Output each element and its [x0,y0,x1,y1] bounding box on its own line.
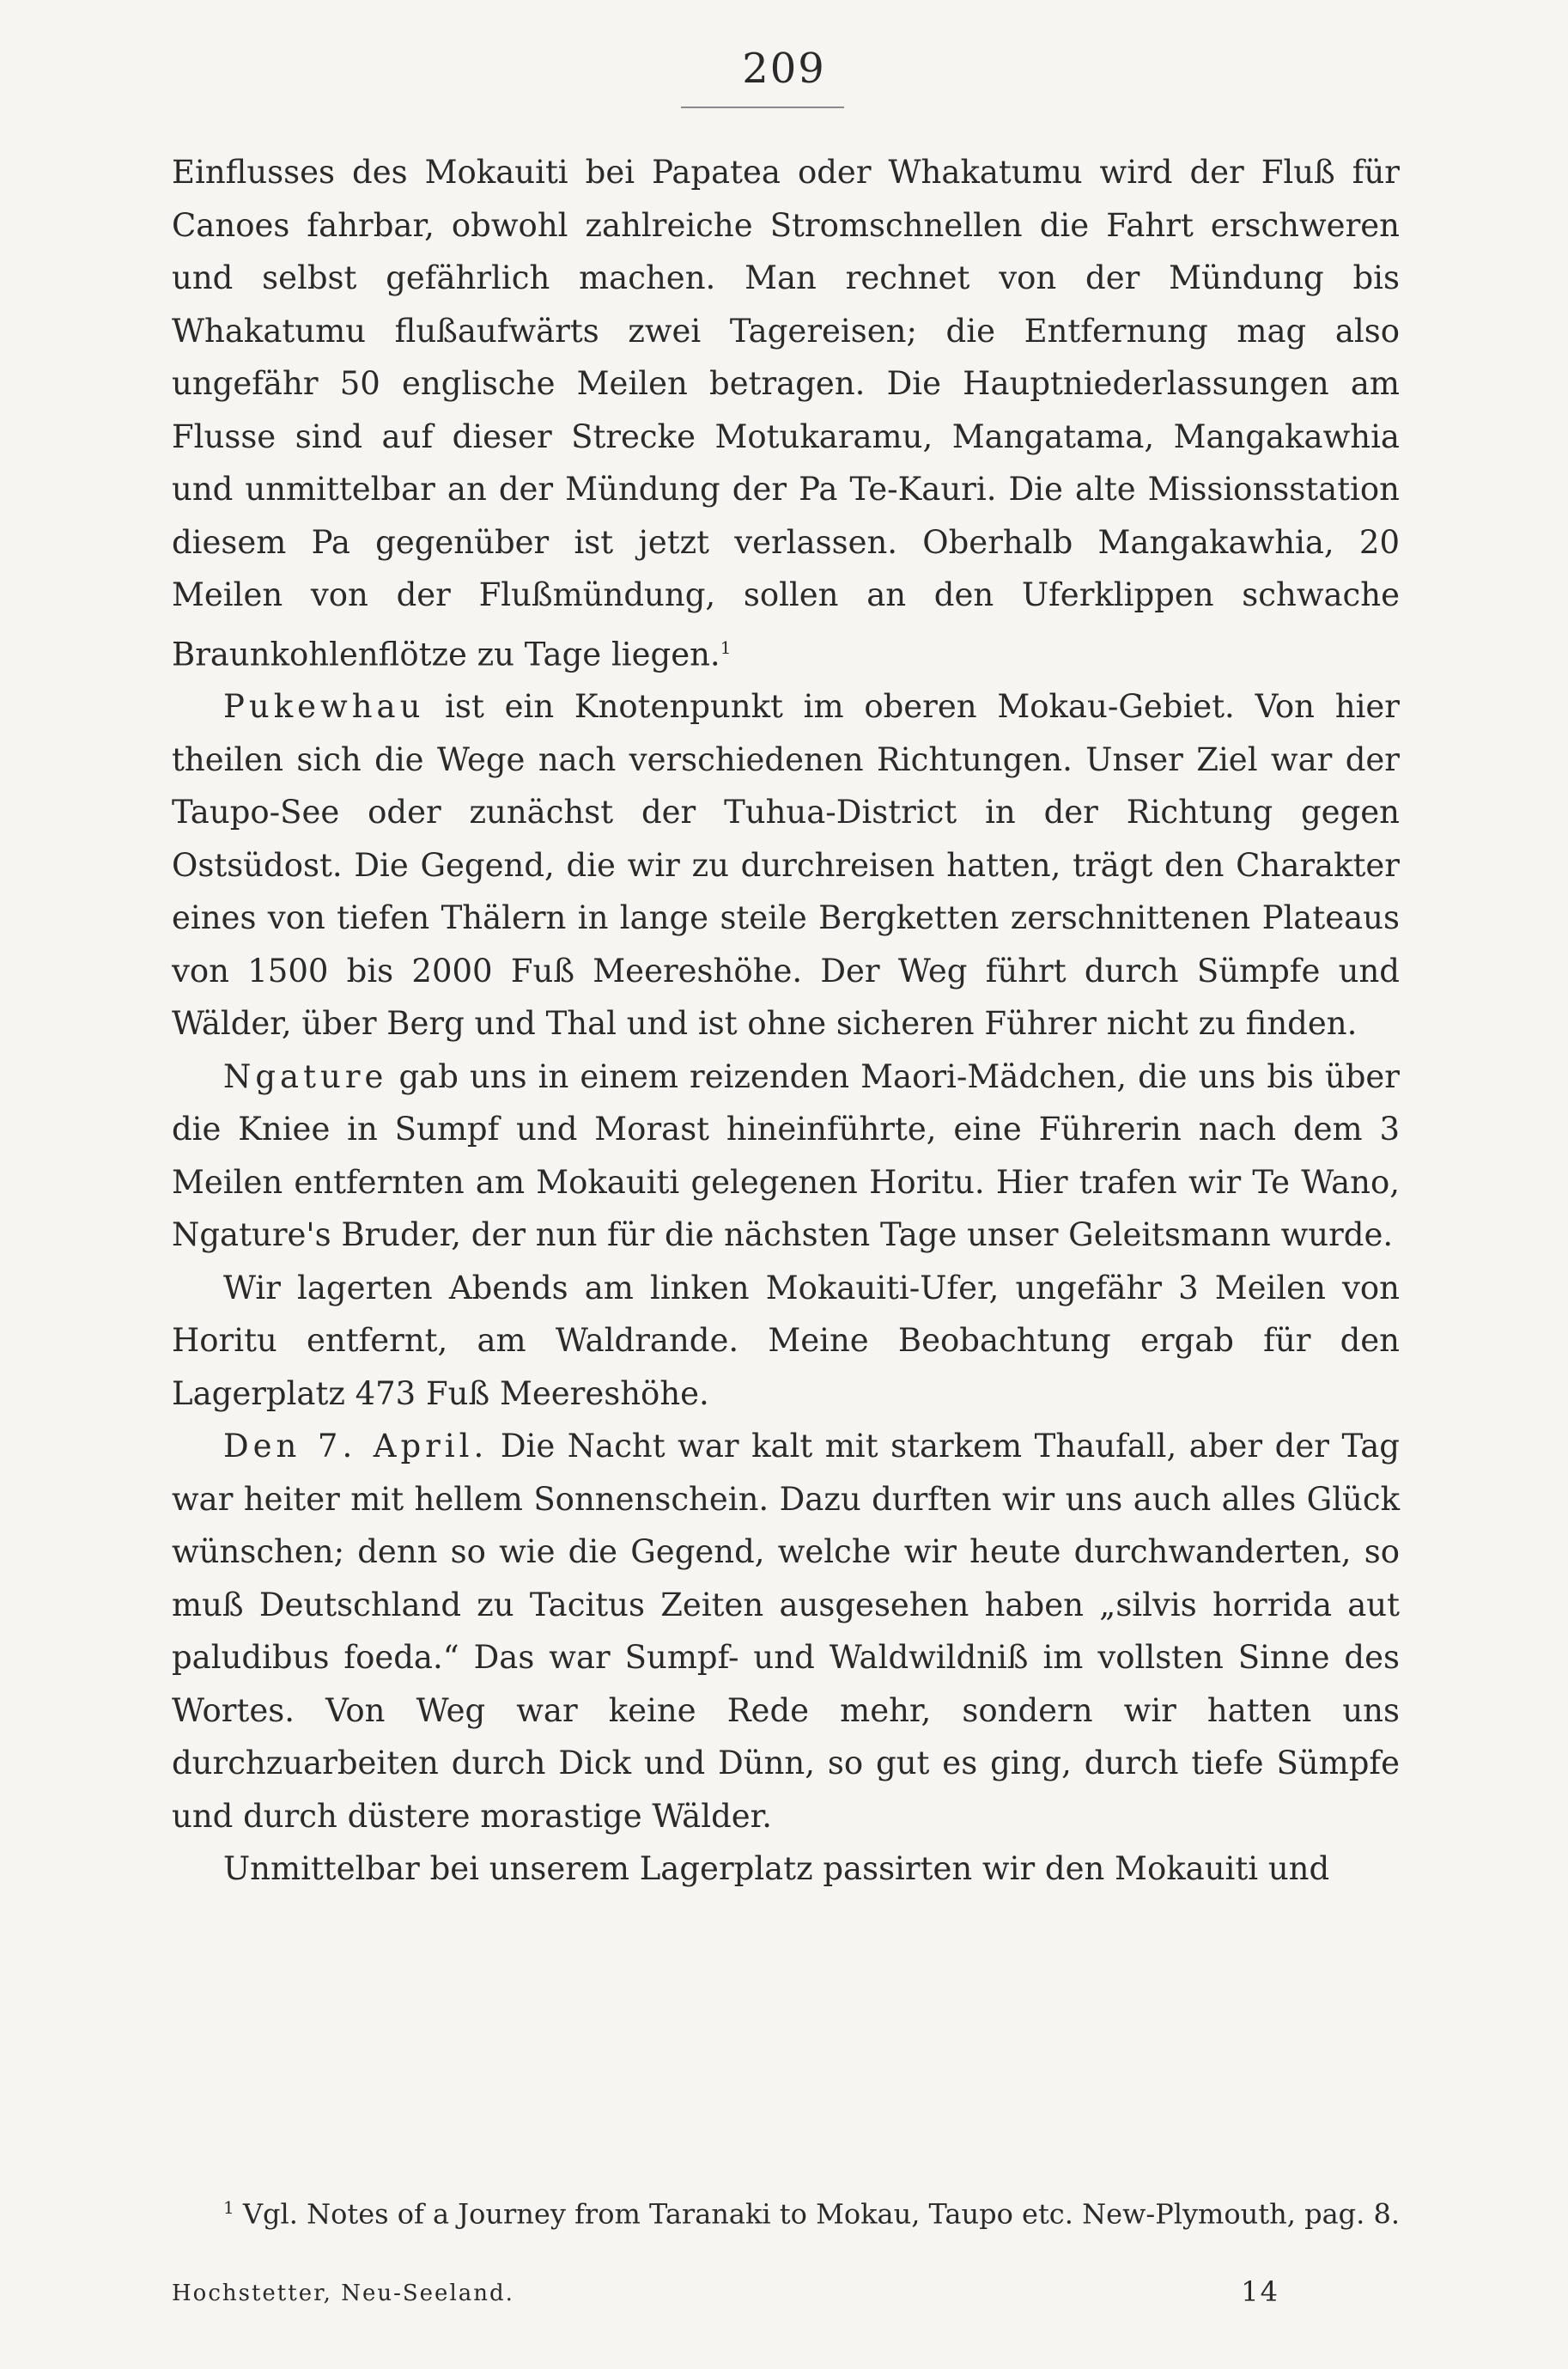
page-number: 209 [742,45,826,93]
paragraph-4-text: Wir lagerten Abends am linken Mokauiti-Ufer, ungefähr 3 Meilen von Horitu entfernt, am Waldrande. Meine Beobachtung ergab für den Lagerplatz 473 Fuß Meereshöhe. [172,1269,1400,1412]
paragraph-6-text: Unmittelbar bei unserem Lagerplatz passirten wir den Mokauiti und [223,1850,1330,1888]
header-rule [681,107,844,108]
signature-line [172,2275,1400,2308]
spaced-name: Pukewhau [223,688,425,726]
footnote [172,2186,1400,2236]
paragraph-2 [172,680,1400,1051]
signature-number: 14 [1241,2275,1279,2308]
paragraph-3-text: Ngature gab uns in einem reizenden Maori-Mädchen, die uns bis über die Kniee in Sumpf und Morast hineinführte, eine Führerin nach dem 3 Meilen entfernten am Mokauiti gelegenen Horitu. Hier trafen wir Te Wano, Ngature's Bruder, der nun für die nächsten Tage unser Geleitsmann wurde. [172,1057,1400,1254]
paragraph-5-text: Die Nacht war kalt mit starkem Thaufall, aber der Tag war heiter mit hellem Sonnenschein. Dazu durften wir uns auch alles Glück wünschen; denn so wie die Gegend, welche wir heute durchwanderten, so muß Deutschland zu Tacitus Zeiten ausgesehen haben „silvis horrida aut paludibus foeda.“ Das war Sumpf- und Waldwildniß im vollsten Sinne des Wortes. Von Weg war keine Rede mehr, sondern wir hatten uns durchzuarbeiten durch Dick und Dünn, so gut es ging, durch tiefe Sümpfe und durch düstere morastige Wälder. [172,1428,1400,1835]
paragraph-6 [172,1842,1400,1896]
paragraph-1: Einflusses des Mokauiti bei Papatea oder Whakatumu wird der Fluß für Canoes fahrbar, obwohl zahlreiche Stromschnellen die Fahrt erschweren und selbst gefährlich machen. Man rechnet von der Mündung bis Whakatumu flußaufwärts zwei Tagereisen; die Entfernung mag also ungefähr 50 englische Meilen betragen. Die Hauptniederlassungen am Flusse sind auf dieser Strecke Motukaramu, Mangatama, Mangakawhia und unmittelbar an der Mündung der Pa Te-Kauri. Die alte Missionsstation diesem Pa gegenüber ist jetzt verlassen. Oberhalb Mangakawhia, 20 Meilen von der Flußmündung, sollen an den Uferklippen schwache Braunkohlenflötze zu Tage liegen.$^1$ [172,154,1400,673]
date-heading: Den 7. April. [223,1428,489,1465]
footnote-marker: 1 [223,2197,234,2218]
spaced-name: Ngature [223,1057,388,1095]
paragraph-5 [172,1420,1400,1842]
footnote-reference: 1 [720,636,732,658]
paragraph-4 [172,1262,1400,1421]
paragraph-3 [172,1051,1400,1262]
body-text [172,146,1400,1896]
signature-text: Hochstetter, Neu-Seeland. [172,2281,514,2306]
paragraph-2-text: Pukewhau ist ein Knotenpunkt im oberen Mokau-Gebiet. Von hier theilen sich die Wege nach verschiedenen Richtungen. Unser Ziel war der Taupo-See oder zunächst der Tuhua-District in der Richtung gegen Ostsüdost. Die Gegend, die wir zu durchreisen hatten, trägt den Charakter eines von tiefen Thälern in lange steile Bergketten zerschnittenen Plateaus von 1500 bis 2000 Fuß Meereshöhe. Der Weg führt durch Sümpfe und Wälder, über Berg und Thal und ist ohne sicheren Führer nicht zu finden. [172,688,1400,1043]
footnote-text: Vgl. Notes of a Journey from Taranaki to Mokau, Taupo etc. New-Plymouth, pag. 8. [242,2197,1400,2231]
